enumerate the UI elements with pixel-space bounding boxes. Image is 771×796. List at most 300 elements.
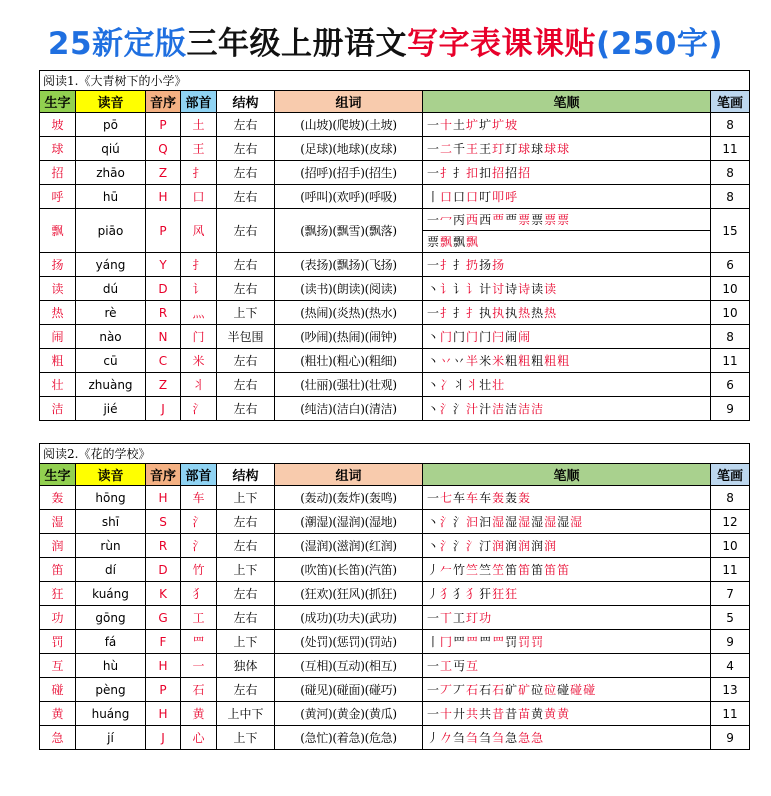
row-sequence: H	[146, 654, 181, 678]
row-structure: 左右	[217, 253, 275, 277]
stroke-step: 热	[531, 306, 545, 320]
stroke-step: 轰	[518, 491, 532, 505]
table-row	[40, 113, 750, 137]
row-count: 11	[711, 349, 750, 373]
row-sequence: C	[146, 349, 181, 373]
row-words: (飘扬)(飘雪)(飘落)	[275, 209, 423, 253]
row-structure: 左右	[217, 510, 275, 534]
row-radical: 口	[181, 185, 217, 209]
row-radical: 门	[181, 325, 217, 349]
row-count: 11	[711, 558, 750, 582]
stroke-step: 口	[440, 190, 454, 204]
stroke-step: 润	[531, 539, 545, 553]
stroke-step: 车	[453, 491, 467, 505]
row-radical: 王	[181, 137, 217, 161]
stroke-step: 一	[427, 611, 441, 625]
stroke-step: 热	[518, 306, 532, 320]
stroke-step: 洁	[531, 402, 545, 416]
stroke-step: 氵	[466, 539, 480, 553]
stroke-step: 罚	[505, 635, 519, 649]
stroke-step: 招	[518, 166, 532, 180]
stroke-step: 湿	[518, 515, 532, 529]
row-char: 呼	[40, 185, 76, 209]
row-count: 12	[711, 510, 750, 534]
row-char: 轰	[40, 486, 76, 510]
stroke-step: 湿	[531, 515, 545, 529]
row-sequence: H	[146, 702, 181, 726]
row-pinyin: yáng	[76, 253, 146, 277]
stroke-step: 叮	[479, 190, 493, 204]
stroke-step: 黄	[544, 707, 558, 721]
row-structure: 左右	[217, 606, 275, 630]
row-radical: 氵	[181, 534, 217, 558]
stroke-step: 覀	[492, 213, 506, 227]
title-part-kind: 写字表课课贴	[407, 26, 597, 62]
row-sequence: P	[146, 209, 181, 253]
row-char: 洁	[40, 397, 76, 421]
row-strokes	[423, 582, 711, 606]
stroke-step: 罒	[466, 635, 480, 649]
row-sequence: Z	[146, 161, 181, 185]
row-count: 5	[711, 606, 750, 630]
stroke-step: 呼	[505, 190, 519, 204]
row-words: (狂欢)(狂风)(抓狂)	[275, 582, 423, 606]
stroke-step: 球	[544, 142, 558, 156]
stroke-step: 丿	[427, 587, 441, 601]
row-structure: 上下	[217, 630, 275, 654]
table-row	[40, 654, 750, 678]
stroke-step: 扣	[466, 166, 480, 180]
row-structure: 左右	[217, 373, 275, 397]
row-radical: 风	[181, 209, 217, 253]
row-pinyin: qiú	[76, 137, 146, 161]
row-char: 润	[40, 534, 76, 558]
stroke-step: 汁	[466, 402, 480, 416]
stroke-step: 冫	[440, 378, 454, 392]
table-row	[40, 582, 750, 606]
stroke-step: 工	[440, 659, 454, 673]
stroke-step: 犭	[440, 587, 454, 601]
header-count: 笔画	[711, 91, 750, 113]
stroke-step: 壮	[492, 378, 506, 392]
row-char: 黄	[40, 702, 76, 726]
stroke-step: 闹	[518, 330, 532, 344]
stroke-step: 圹	[466, 118, 480, 132]
stroke-step: 票	[557, 213, 571, 227]
row-strokes	[423, 253, 711, 277]
stroke-step: 车	[479, 491, 493, 505]
stroke-step: 执	[479, 306, 493, 320]
row-count: 9	[711, 726, 750, 750]
stroke-step: 讨	[492, 282, 506, 296]
title-part-grade: 25新定版	[47, 26, 187, 62]
row-strokes	[423, 349, 711, 373]
row-pinyin: kuáng	[76, 582, 146, 606]
row-pinyin: fá	[76, 630, 146, 654]
row-words: (读书)(朗读)(阅读)	[275, 277, 423, 301]
stroke-step: 丶	[427, 539, 441, 553]
table-row	[40, 486, 750, 510]
row-words: (湿润)(滋润)(红润)	[275, 534, 423, 558]
stroke-step: 丙	[453, 213, 467, 227]
stroke-step: 汩	[466, 515, 480, 529]
stroke-step: 黄	[531, 707, 545, 721]
row-words: (处罚)(惩罚)(罚站)	[275, 630, 423, 654]
stroke-step: 湿	[570, 515, 584, 529]
stroke-step: 丶	[427, 515, 441, 529]
row-char: 读	[40, 277, 76, 301]
header-words: 组词	[275, 464, 423, 486]
stroke-step: 扌	[453, 258, 467, 272]
stroke-step: 丶	[427, 378, 441, 392]
stroke-step: 冂	[440, 635, 454, 649]
stroke-step: 口	[453, 190, 467, 204]
table-row	[40, 397, 750, 421]
stroke-step: 湿	[505, 515, 519, 529]
table-row	[40, 253, 750, 277]
stroke-step: 王	[479, 142, 493, 156]
stroke-step: 苗	[518, 707, 532, 721]
stroke-step: 竹	[453, 563, 467, 577]
stroke-step: 丶	[427, 354, 441, 368]
table-row	[40, 137, 750, 161]
row-count: 11	[711, 702, 750, 726]
stroke-step: 一	[427, 258, 441, 272]
stroke-step: 碰	[583, 683, 597, 697]
row-strokes	[423, 510, 711, 534]
header-count: 笔画	[711, 464, 750, 486]
stroke-step: 共	[466, 707, 480, 721]
row-structure: 上下	[217, 301, 275, 325]
row-char: 壮	[40, 373, 76, 397]
row-pinyin: dí	[76, 558, 146, 582]
stroke-step: 工	[453, 611, 467, 625]
stroke-step: 氵	[453, 515, 467, 529]
stroke-step: 粗	[544, 354, 558, 368]
row-sequence: R	[146, 301, 181, 325]
stroke-step: 𠂊	[440, 731, 454, 745]
row-words: (壮丽)(强壮)(壮观)	[275, 373, 423, 397]
table-row	[40, 277, 750, 301]
row-radical: 丬	[181, 373, 217, 397]
row-strokes	[423, 325, 711, 349]
stroke-step: 竺	[466, 563, 480, 577]
row-sequence: P	[146, 678, 181, 702]
stroke-step: 罒	[453, 635, 467, 649]
stroke-step: 壮	[479, 378, 493, 392]
stroke-step: 王	[466, 142, 480, 156]
stroke-step: 笛	[544, 563, 558, 577]
row-radical: 竹	[181, 558, 217, 582]
stroke-step: 丅	[440, 611, 454, 625]
row-structure: 左右	[217, 397, 275, 421]
row-strokes	[423, 397, 711, 421]
row-sequence: K	[146, 582, 181, 606]
stroke-step: 急	[531, 731, 545, 745]
row-char: 湿	[40, 510, 76, 534]
row-char: 扬	[40, 253, 76, 277]
stroke-step: 扬	[492, 258, 506, 272]
table-row	[40, 161, 750, 185]
stroke-step: 十	[440, 707, 454, 721]
row-sequence: D	[146, 277, 181, 301]
stroke-step: 急	[518, 731, 532, 745]
row-strokes	[423, 606, 711, 630]
header-sequence: 音序	[146, 91, 181, 113]
row-words: (吹笛)(长笛)(汽笛)	[275, 558, 423, 582]
row-strokes	[423, 277, 711, 301]
stroke-step: 票	[427, 235, 441, 249]
row-char: 热	[40, 301, 76, 325]
row-radical: 黄	[181, 702, 217, 726]
stroke-step: 矿	[518, 683, 532, 697]
stroke-step: 氵	[440, 515, 454, 529]
header-structure: 结构	[217, 91, 275, 113]
row-sequence: J	[146, 397, 181, 421]
row-radical: 灬	[181, 301, 217, 325]
stroke-step: 罚	[531, 635, 545, 649]
table-row	[40, 510, 750, 534]
row-words: (急忙)(着急)(危急)	[275, 726, 423, 750]
row-char: 坡	[40, 113, 76, 137]
stroke-step: 笛	[505, 563, 519, 577]
stroke-step: 笛	[557, 563, 571, 577]
stroke-step: 罒	[492, 635, 506, 649]
row-structure: 左右	[217, 277, 275, 301]
row-words: (招呼)(招手)(招生)	[275, 161, 423, 185]
stroke-step: 千	[453, 142, 467, 156]
table-row	[40, 630, 750, 654]
row-structure: 左右	[217, 534, 275, 558]
stroke-step: 刍	[466, 731, 480, 745]
row-pinyin: pèng	[76, 678, 146, 702]
stroke-step: 票	[518, 213, 532, 227]
row-radical: 扌	[181, 161, 217, 185]
row-sequence: S	[146, 510, 181, 534]
stroke-step: 读	[531, 282, 545, 296]
title-part-subject: 三年级上册语文	[186, 26, 408, 62]
stroke-step: 笛	[518, 563, 532, 577]
stroke-step: 冖	[440, 213, 454, 227]
stroke-step: 口	[466, 190, 480, 204]
row-count: 6	[711, 253, 750, 277]
stroke-step: 粗	[557, 354, 571, 368]
row-char: 粗	[40, 349, 76, 373]
row-strokes	[423, 161, 711, 185]
stroke-step: 刍	[479, 731, 493, 745]
stroke-step: 丨	[427, 190, 441, 204]
lesson-table-2	[39, 443, 750, 750]
stroke-step: 丶	[427, 402, 441, 416]
row-char: 罚	[40, 630, 76, 654]
stroke-step: 功	[479, 611, 493, 625]
header-words: 组词	[275, 91, 423, 113]
section-title: 阅读2.《花的学校》	[40, 444, 750, 464]
row-count: 10	[711, 301, 750, 325]
stroke-step: 招	[492, 166, 506, 180]
stroke-step: 闩	[492, 330, 506, 344]
row-strokes	[423, 726, 711, 750]
stroke-step: 球	[557, 142, 571, 156]
row-sequence: H	[146, 185, 181, 209]
stroke-step: 扌	[466, 306, 480, 320]
stroke-step: 圹	[492, 118, 506, 132]
stroke-step: 讠	[440, 282, 454, 296]
row-strokes	[423, 185, 711, 209]
row-strokes	[423, 209, 711, 231]
row-sequence: Q	[146, 137, 181, 161]
row-structure: 左右	[217, 161, 275, 185]
row-words: (黄河)(黄金)(黄瓜)	[275, 702, 423, 726]
stroke-step: 扌	[440, 258, 454, 272]
stroke-step: 扔	[466, 258, 480, 272]
stroke-step: 丆	[453, 683, 467, 697]
row-strokes	[423, 301, 711, 325]
stroke-step: 二	[440, 142, 454, 156]
stroke-step: 一	[427, 118, 441, 132]
stroke-step: 丏	[453, 659, 467, 673]
table-row	[40, 209, 750, 231]
stroke-step: 丿	[427, 731, 441, 745]
stroke-step: 门	[453, 330, 467, 344]
stroke-step: 闹	[505, 330, 519, 344]
stroke-step: 犭	[453, 587, 467, 601]
stroke-step: 一	[427, 142, 441, 156]
stroke-step: 湿	[544, 515, 558, 529]
stroke-step: 汀	[479, 539, 493, 553]
stroke-step: 西	[466, 213, 480, 227]
row-count: 11	[711, 137, 750, 161]
stroke-step: 砬	[544, 683, 558, 697]
section-title: 阅读1.《大青树下的小学》	[40, 71, 750, 91]
stroke-step: 石	[479, 683, 493, 697]
stroke-step: 石	[466, 683, 480, 697]
stroke-step: 丿	[427, 563, 441, 577]
row-radical: 氵	[181, 397, 217, 421]
row-count: 9	[711, 397, 750, 421]
stroke-step: 丶	[427, 330, 441, 344]
header-pinyin: 读音	[76, 464, 146, 486]
stroke-step: 石	[492, 683, 506, 697]
stroke-step: 互	[466, 659, 480, 673]
stroke-step: 执	[505, 306, 519, 320]
row-radical: 车	[181, 486, 217, 510]
row-structure: 半包围	[217, 325, 275, 349]
row-words: (吵闹)(热闹)(闹钟)	[275, 325, 423, 349]
row-count: 9	[711, 630, 750, 654]
stroke-step: 球	[531, 142, 545, 156]
stroke-step: 刍	[492, 731, 506, 745]
row-structure: 左右	[217, 137, 275, 161]
stroke-step: 坡	[505, 118, 519, 132]
row-strokes	[423, 486, 711, 510]
stroke-step: 飘	[466, 235, 480, 249]
stroke-step: 米	[479, 354, 493, 368]
table-row	[40, 349, 750, 373]
stroke-step: 门	[466, 330, 480, 344]
stroke-step: 飘	[453, 235, 467, 249]
row-structure: 左右	[217, 113, 275, 137]
stroke-step: 刍	[453, 731, 467, 745]
row-structure: 左右	[217, 678, 275, 702]
stroke-step: 圹	[479, 118, 493, 132]
stroke-step: 洁	[492, 402, 506, 416]
row-char: 笛	[40, 558, 76, 582]
row-sequence: J	[146, 726, 181, 750]
stroke-step: 共	[479, 707, 493, 721]
stroke-step: 一	[427, 683, 441, 697]
stroke-step: 扣	[479, 166, 493, 180]
row-strokes-continued	[423, 231, 711, 253]
stroke-step: 昔	[505, 707, 519, 721]
row-char: 狂	[40, 582, 76, 606]
stroke-step: 票	[544, 213, 558, 227]
stroke-step: 扌	[440, 306, 454, 320]
header-sequence: 音序	[146, 464, 181, 486]
stroke-step: 润	[544, 539, 558, 553]
row-pinyin: rè	[76, 301, 146, 325]
row-radical: 石	[181, 678, 217, 702]
stroke-step: 氵	[453, 539, 467, 553]
row-words: (互相)(互动)(相互)	[275, 654, 423, 678]
stroke-step: 飘	[440, 235, 454, 249]
stroke-step: 汁	[479, 402, 493, 416]
row-radical: 罒	[181, 630, 217, 654]
stroke-step: 读	[544, 282, 558, 296]
table-row	[40, 558, 750, 582]
row-char: 飘	[40, 209, 76, 253]
row-sequence: Y	[146, 253, 181, 277]
stroke-step: 犭	[466, 587, 480, 601]
row-sequence: P	[146, 113, 181, 137]
row-pinyin: jié	[76, 397, 146, 421]
row-strokes	[423, 113, 711, 137]
table-row	[40, 726, 750, 750]
table-row	[40, 325, 750, 349]
lesson-table-1	[39, 70, 750, 421]
row-char: 碰	[40, 678, 76, 702]
stroke-step: 门	[479, 330, 493, 344]
row-strokes	[423, 630, 711, 654]
stroke-step: 洁	[505, 402, 519, 416]
row-words: (粗壮)(粗心)(粗细)	[275, 349, 423, 373]
stroke-step: 氵	[440, 539, 454, 553]
stroke-step: 砬	[531, 683, 545, 697]
row-radical: 氵	[181, 510, 217, 534]
stroke-step: 笁	[492, 563, 506, 577]
stroke-step: 一	[427, 213, 441, 227]
stroke-step: 丷	[453, 354, 467, 368]
row-words: (轰动)(轰炸)(轰鸣)	[275, 486, 423, 510]
stroke-step: 丷	[440, 354, 454, 368]
stroke-step: 扌	[453, 306, 467, 320]
row-radical: 犭	[181, 582, 217, 606]
stroke-step: 湿	[492, 515, 506, 529]
stroke-step: 罚	[518, 635, 532, 649]
row-sequence: Z	[146, 373, 181, 397]
stroke-step: 昔	[492, 707, 506, 721]
row-strokes	[423, 137, 711, 161]
row-pinyin: rùn	[76, 534, 146, 558]
header-radical: 部首	[181, 464, 217, 486]
row-structure: 上中下	[217, 702, 275, 726]
stroke-step: 玎	[505, 142, 519, 156]
stroke-step: 丬	[466, 378, 480, 392]
row-structure: 上下	[217, 486, 275, 510]
stroke-step: 轰	[505, 491, 519, 505]
stroke-step: 丆	[440, 683, 454, 697]
row-radical: 土	[181, 113, 217, 137]
